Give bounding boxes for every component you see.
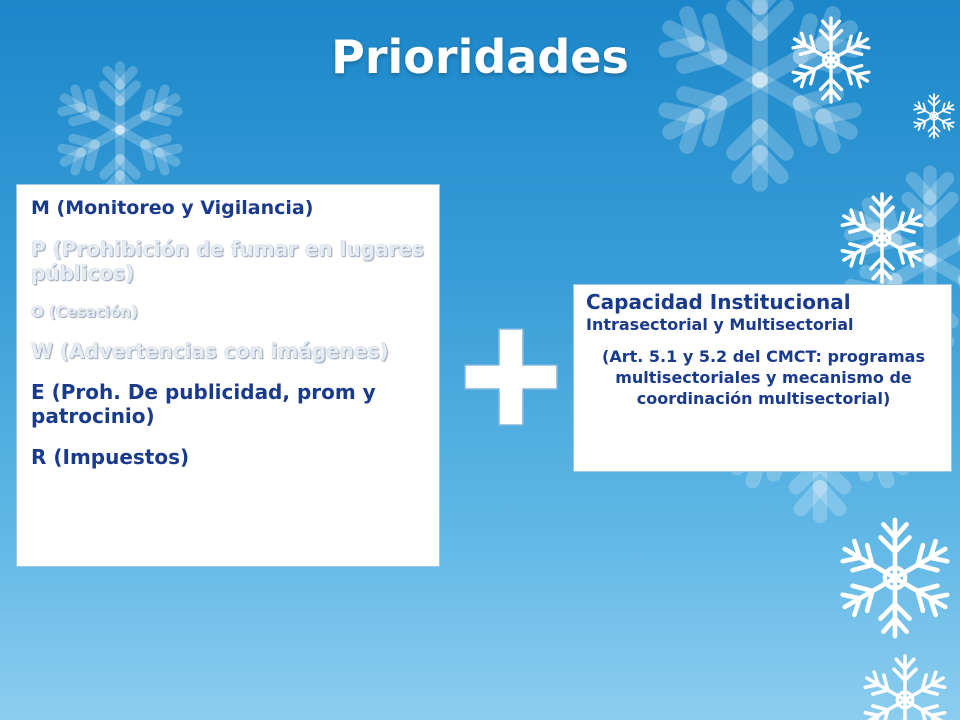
mpower-item-p: P (Prohibición de fumar en lugares públicos): [31, 236, 424, 285]
mpower-box: [16, 184, 440, 567]
capacity-body: (Art. 5.1 y 5.2 del CMCT: programas multisectoriales y mecanismo de coordinación multisectorial): [602, 347, 925, 409]
snowflake-icon: [838, 520, 953, 636]
plus-icon: [463, 327, 559, 427]
mpower-item-e: E (Proh. De publicidad, prom y patrocinio): [31, 379, 376, 428]
snowflake-icon: [861, 656, 948, 720]
snowflake-icon: [912, 94, 956, 138]
capacity-subtitle: Intrasectorial y Multisectorial: [586, 315, 854, 334]
mpower-item-w: W (Advertencias con imágenes): [31, 338, 389, 363]
mpower-item-o: O (Cesación): [31, 302, 138, 321]
page-title: Prioridades: [331, 30, 629, 84]
institutional-capacity-box: [573, 284, 952, 472]
mpower-item-r: R (Impuestos): [31, 444, 190, 469]
mpower-item-m: M (Monitoreo y Vigilancia): [31, 197, 314, 219]
capacity-title: Capacidad Institucional: [586, 290, 851, 314]
